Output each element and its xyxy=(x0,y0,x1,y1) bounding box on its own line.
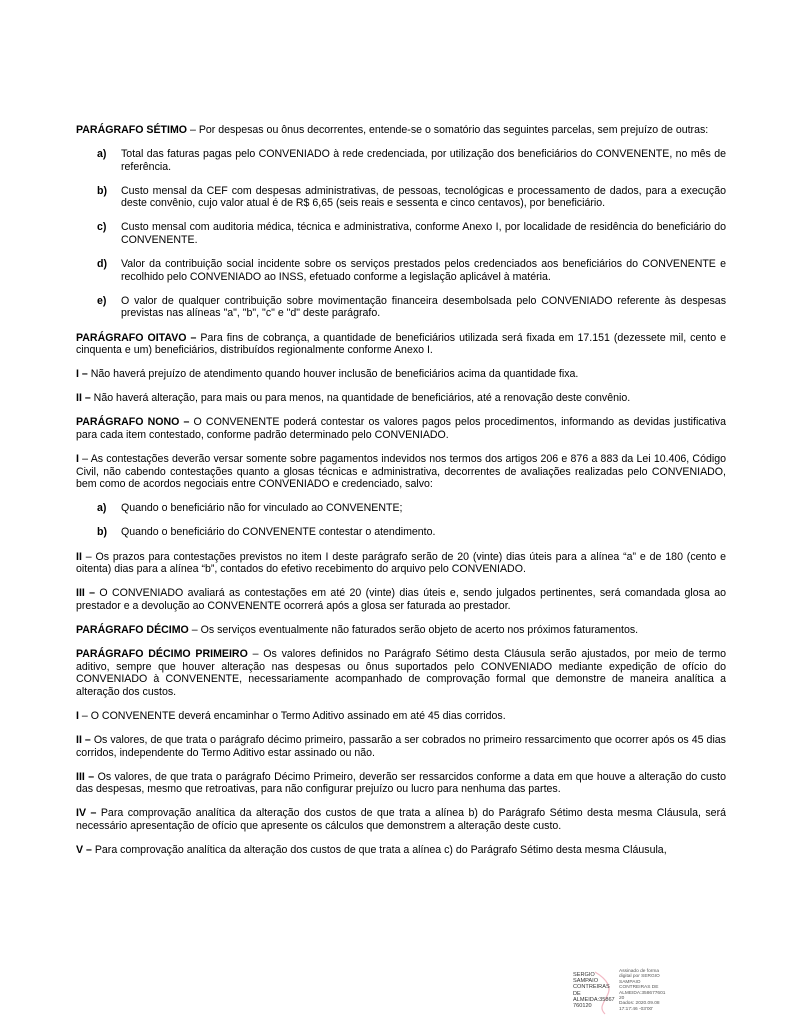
paragraph-heading: I xyxy=(76,453,79,466)
paragraph-heading: III – xyxy=(76,587,96,600)
list-item-label: e) xyxy=(97,294,107,307)
signature-line: ALMEIDA:35867 xyxy=(573,996,615,1003)
paragraph xyxy=(76,332,726,357)
digital-signature xyxy=(573,968,683,1018)
paragraph xyxy=(76,453,726,491)
paragraph-heading: PARÁGRAFO NONO – xyxy=(76,416,190,429)
document-body xyxy=(76,124,726,868)
paragraph xyxy=(76,648,726,698)
paragraph xyxy=(76,771,726,796)
paragraph-heading: PARÁGRAFO SÉTIMO xyxy=(76,124,188,136)
paragraph-heading: I xyxy=(76,709,79,722)
list-item-text: Quando o beneficiário não for vinculado ao CONVENENTE; xyxy=(121,502,403,515)
paragraph xyxy=(76,124,726,137)
paragraph-heading: II – xyxy=(76,734,91,746)
signature-line: 17:17:46 -03'00' xyxy=(619,1006,654,1012)
paragraph-heading: II xyxy=(76,550,82,563)
signature-line: SAMPAIO xyxy=(573,978,599,985)
paragraph xyxy=(76,734,726,759)
paragraph xyxy=(76,710,726,723)
list-item xyxy=(97,295,726,320)
signature-line: Assinado de forma xyxy=(619,969,659,974)
paragraph-text: Para comprovação analítica da alteração dos custos de que trata a alínea c) do Parágrafo Sétimo desta mesma Cláusula, xyxy=(91,844,667,857)
list-item-label: d) xyxy=(97,258,107,271)
list-item-text: O valor de qualquer contribuição sobre movimentação financeira desembolsada pelo CONVENIADO referente às despesas previstas nas alíneas "a", "b", "c" e "d" deste parágrafo. xyxy=(121,294,726,320)
signature-line: 760120 xyxy=(573,1003,592,1010)
paragraph xyxy=(76,807,726,832)
signature-line: 20 xyxy=(619,996,625,1002)
list-item-text: Valor da contribuição social incidente sobre os serviços prestados pelos credenciados aos beneficiários do CONVENENTE e recolhido pelo CONVENIADO ao INSS, efetuado conforme a legislação aplicável à matéria. xyxy=(121,258,726,283)
paragraph-text: Não haverá alteração, para mais ou para menos, na quantidade de beneficiários, até a renovação deste convênio. xyxy=(90,392,631,405)
paragraph xyxy=(76,624,726,637)
signature-line: CONTREIRAS DE xyxy=(619,985,659,991)
signature-line: CONTREIRAS DE xyxy=(573,984,610,997)
list-item-text: Custo mensal com auditoria médica, técnica e administrativa, conforme Anexo I, por localidade de residência do beneficiário do CONVENENTE. xyxy=(121,221,726,247)
signature-line: ALMEIDA:358677601 xyxy=(619,990,666,996)
paragraph xyxy=(76,416,726,441)
paragraph-text: – As contestações deverão versar somente sobre pagamentos indevidos nos termos dos artigos 206 e 876 a 883 da Lei 10.406, Código Civil, não cabendo contestações quanto a glosas técnicas e administrativa, decorrentes de avaliações realizadas pelo CONVENIADO, bem como de acordos negociais entre CONVENIADO e credenciado, salvo: xyxy=(76,453,726,491)
list-item-text: Quando o beneficiário do CONVENENTE contestar o atendimento. xyxy=(121,526,436,539)
list-item-label: b) xyxy=(97,526,107,539)
paragraph xyxy=(76,551,726,576)
list-item xyxy=(97,185,726,210)
paragraph-heading: PARÁGRAFO DÉCIMO xyxy=(76,623,189,636)
paragraph-heading: PARÁGRAFO DÉCIMO PRIMEIRO xyxy=(76,648,248,661)
paragraph-text: Os valores, de que trata o parágrafo décimo primeiro, passarão a ser cobrados no primeiro ressarcimento que ocorrer após os 45 dias corridos, independente do Termo Aditivo estar assinado ou não. xyxy=(76,734,726,759)
paragraph-heading: II – xyxy=(76,392,91,405)
paragraph-text: Para fins de cobrança, a quantidade de beneficiários utilizada será fixada em 17.151 (dezessete mil, cento e cinquenta e um) beneficiários, distribuídos regionalmente conforme Anexo I. xyxy=(76,331,726,357)
paragraph xyxy=(76,392,726,405)
list-item xyxy=(97,502,726,515)
paragraph-text: – O CONVENENTE deverá encaminhar o Termo Aditivo assinado em até 45 dias corridos. xyxy=(78,709,506,722)
paragraph-heading: V – xyxy=(76,844,92,857)
paragraph xyxy=(76,844,726,857)
paragraph-text: – Os prazos para contestações previstos no item I deste parágrafo serão de 20 (vinte) dias úteis para a alínea “a” e de 180 (cento e oitenta) dias para a alínea “b”, contados do efetivo recebimento do arquivo pelo CONVENIADO. xyxy=(76,550,726,576)
list-item xyxy=(97,258,726,283)
paragraph-text: – Por despesas ou ônus decorrentes, entende-se o somatório das seguintes parcelas, sem prejuízo de outras: xyxy=(187,124,709,136)
paragraph-text: Os valores, de que trata o parágrafo Décimo Primeiro, deverão ser ressarcidos conforme a data em que houve a alteração do custo das despesas, mesmo que retroativas, para não configurar prejuízo ou lucro para nenhuma das partes. xyxy=(76,770,726,796)
paragraph-heading: I – xyxy=(76,368,88,381)
paragraph-heading: IV – xyxy=(76,807,97,820)
paragraph-text: – Os serviços eventualmente não faturados serão objeto de acerto nos próximos faturamentos. xyxy=(188,623,639,636)
paragraph-text: Não haverá prejuízo de atendimento quando houver inclusão de beneficiários acima da quantidade fixa. xyxy=(87,368,579,381)
paragraph-text: Para comprovação analítica da alteração dos custos de que trata a alínea b) do Parágrafo Sétimo desta mesma Cláusula, será necessário apresentação de ofício que apresente os cálculos que demonstrem a alteração deste custo. xyxy=(76,807,726,832)
signature-details xyxy=(619,969,681,1012)
paragraph xyxy=(76,587,726,612)
list-item xyxy=(97,221,726,246)
list-item-label: c) xyxy=(97,221,107,234)
signature-line: Dados: 2020.09.08 xyxy=(619,1001,660,1007)
signature-line: digital por SERGIO xyxy=(619,974,660,980)
paragraph-text: – Os valores definidos no Parágrafo Sétimo desta Cláusula serão ajustados, por meio de termo aditivo, sempre que houver alteração nas despesas ou ônus suportados pelo CONVENIADO mediante expedição de ofício do CONVENIADO à CONVENENTE, necessariamente acompanhado de comprovação formal que demonstre de maneira analítica a alteração dos custos. xyxy=(76,648,726,698)
list-item-text: Total das faturas pagas pelo CONVENIADO à rede credenciada, por utilização dos beneficiários do CONVENENTE, no mês de referência. xyxy=(121,148,726,173)
signature-line: SAMPAIO xyxy=(619,979,641,985)
paragraph-text: O CONVENENTE poderá contestar os valores pagos pelos procedimentos, informando as devidas justificativa para cada item contestado, conforme padrão determinado pelo CONVENIADO. xyxy=(76,416,726,441)
paragraph xyxy=(76,368,726,381)
list-item xyxy=(97,148,726,173)
list-item-label: b) xyxy=(97,184,107,197)
paragraph-text: O CONVENIADO avaliará as contestações em até 20 (vinte) dias úteis e, sendo julgados pertinentes, será comandada glosa ao prestador e a devolução ao CONVENENTE ocorrerá após a glosa ser faturada ao prestador. xyxy=(76,587,726,612)
list-item xyxy=(97,526,726,539)
list-item-text: Custo mensal da CEF com despesas administrativas, de pessoas, tecnológicas e processamento de dados, para a execução deste convênio, cujo valor atual é de R$ 6,65 (seis reais e sessenta e cinco centavos), por beneficiário. xyxy=(121,184,726,210)
list-item-label: a) xyxy=(97,148,107,161)
paragraph-heading: III – xyxy=(76,770,95,783)
paragraph-heading: PARÁGRAFO OITAVO – xyxy=(76,331,197,344)
signature-name xyxy=(573,972,617,1009)
list-item-label: a) xyxy=(97,502,107,515)
signature-line: SERGIO xyxy=(573,972,595,978)
